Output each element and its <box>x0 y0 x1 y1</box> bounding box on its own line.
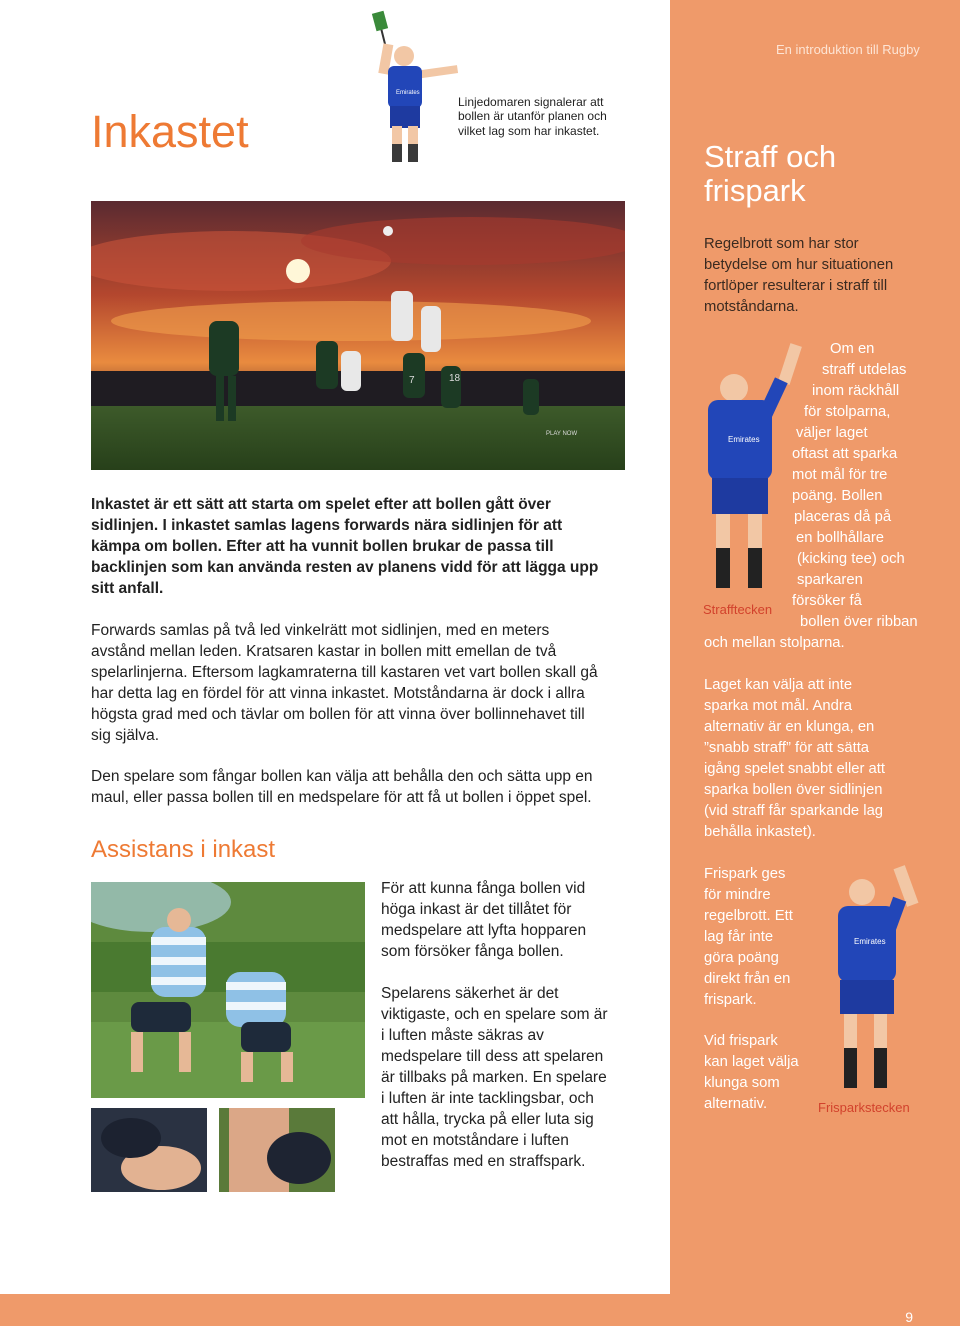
page-number: 9 <box>905 1309 913 1325</box>
referee-shirt-text: Emirates <box>728 435 760 444</box>
assist-paragraph-2: Spelarens säkerhet är det viktigaste, och en spelare som är i luften måste säkras av medspelare till dess att spelaren är tillbaks på marken. En spelare i luften är inte tacklingsbar, och att hålla, trycka på eller luta sig mot en motståndare i luften bestraffas med en straffspark. <box>381 985 608 1170</box>
freekick-paragraph: Frispark ges för mindre regelbrott. Ett lag får inte göra poäng direkt från en frispark. <box>704 866 793 1008</box>
linesman-caption: Linjedomaren signalerar att bollen är utanför planen och vilket lag som har inkastet. <box>458 95 607 138</box>
penalty-signal-caption: Strafftecken <box>703 602 773 617</box>
penalty-line: försöker få <box>792 593 862 609</box>
penalty-line: för stolparna, <box>804 404 891 420</box>
paragraph-formation: Forwards samlas på två led vinkelrätt mot sidlinjen, med en meters avstånd mellan leden. Kratsaren kastar in bollen mitt emellan de två spelarlinjerna. Eftersom lagkamraterna till kastaren vet vart bollen skall gå har detta lag en fördel för att vinna inkastet. Motståndarna är dock i allra högsta grad med och tävlar om bollen för att vinna över bollinnehavet till sig själva. <box>91 622 598 744</box>
assist-paragraph-1: För att kunna fånga bollen vid höga inkast är det tillåtet för medspelare att lyfta hopparen som försöker fånga bollen. <box>381 880 587 960</box>
intro-paragraph: Inkastet är ett sätt att starta om spelet efter att bollen gått över sidlinjen. I inkastet samlas lagens forwards nära sidlinjen för att kämpa om bollen. Efter att ha vunnit bollen brukar de passa till backlinjen som kan använda resten av planens vidd för att lägga upp sitt anfall. <box>91 496 599 597</box>
referee-shirt-text: Emirates <box>396 90 420 96</box>
penalty-line: straff utdelas <box>822 362 907 378</box>
penalty-line: poäng. Bollen <box>792 488 883 504</box>
penalty-line: och mellan stolparna. <box>704 635 845 651</box>
player-number: 18 <box>449 373 461 384</box>
grip-photo-right <box>219 1108 335 1192</box>
team-choice-paragraph: Laget kan välja att inte sparka mot mål. Andra alternativ är en klunga, en ”snabb straff” för att sätta igång spelet snabbt eller att sparka bollen över sidlinjen (vid straff får sparkande lag behålla inkastet). <box>704 677 885 840</box>
series-title: En introduktion till Rugby <box>776 42 920 57</box>
penalty-line: (kicking tee) och <box>797 551 905 567</box>
sidebar-lead: Regelbrott som har stor betydelse om hur situationen fortlöper resulterar i straff till motståndarna. <box>704 236 894 315</box>
assist-heading: Assistans i inkast <box>91 836 276 863</box>
stadium-banner-text: PLAY NOW <box>546 431 578 437</box>
penalty-line: bollen över ribban <box>800 614 918 630</box>
freekick-signal-caption: Frisparkstecken <box>818 1100 910 1115</box>
penalty-line: mot mål för tre <box>792 467 888 483</box>
player-number: 7 <box>409 375 415 386</box>
lifting-photo <box>91 882 365 1098</box>
penalty-line: placeras då på <box>794 509 892 525</box>
paragraph-catcher: Den spelare som fångar bollen kan välja att behålla den och sätta upp en maul, eller passa bollen till en medspelare för att få ut bollen i öppet spel. <box>91 768 593 806</box>
lineout-photo <box>91 201 625 470</box>
page-title: Inkastet <box>91 106 249 157</box>
referee-shirt-text: Emirates <box>854 937 886 946</box>
penalty-line: Om en <box>830 341 875 357</box>
sidebar-title: Straff och frispark <box>704 139 837 208</box>
penalty-line: inom räckhåll <box>812 383 900 399</box>
penalty-line: väljer laget <box>796 425 868 441</box>
footer-bar <box>0 1294 960 1326</box>
linesman-referee-illustration <box>350 8 460 173</box>
freekick-referee-illustration <box>828 860 928 1100</box>
penalty-line: sparkaren <box>797 572 863 588</box>
penalty-line: oftast att sparka <box>792 446 898 462</box>
freekick-choice-paragraph: Vid frispark kan laget välja klunga som alternativ. <box>704 1033 799 1112</box>
grip-photo-left <box>91 1108 207 1192</box>
penalty-line: en bollhållare <box>796 530 885 546</box>
